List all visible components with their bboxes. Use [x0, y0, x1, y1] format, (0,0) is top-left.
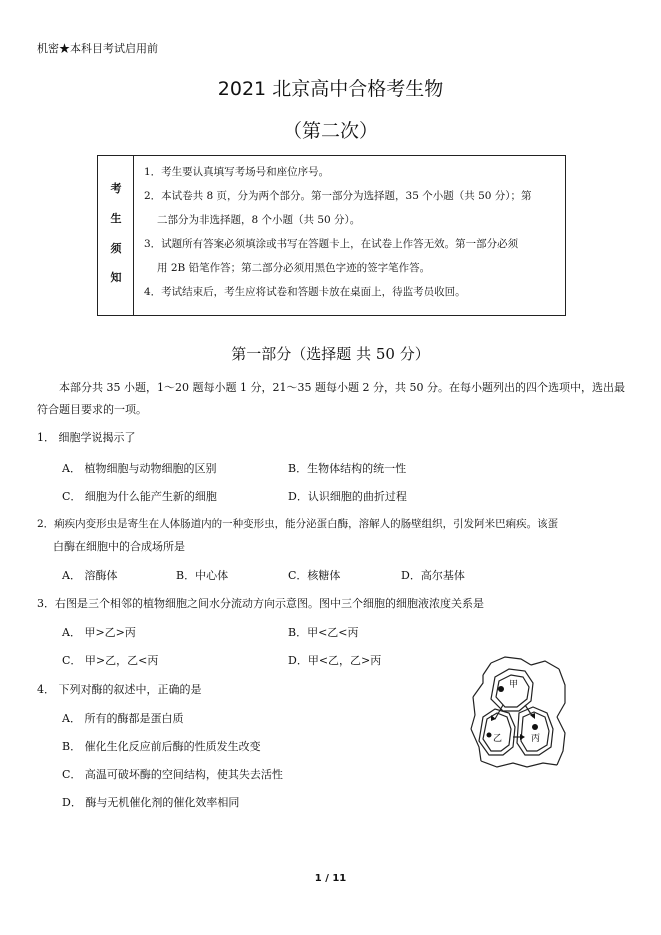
- notice-label-char: 考: [110, 182, 122, 195]
- exam-title: 2021 北京高中合格考生物: [217, 78, 444, 100]
- label-bing: 丙: [531, 734, 541, 744]
- cell-wall: [471, 729, 481, 761]
- arrowhead: [520, 734, 525, 740]
- notice-label-char: 须: [110, 242, 122, 255]
- notice-item: 2．本试卷共 8 页，分为两个部分。第一部分为选择题，35 个小题（共 50 分）；第: [144, 190, 532, 202]
- question-stem: 1． 细胞学说揭示了: [37, 431, 136, 444]
- plant-cell-diagram: [469, 655, 569, 770]
- option-c: C．核糖体: [288, 569, 341, 582]
- option-c: C． 细胞为什么能产生新的细胞: [62, 490, 217, 503]
- cell-wall: [483, 663, 491, 675]
- part1-heading: 第一部分（选择题 共 50 分）: [231, 345, 430, 363]
- option-b: B．甲<乙<丙: [288, 626, 359, 639]
- question-stem: 2．痢疾内变形虫是寄生在人体肠道内的一种变形虫，能分泌蛋白酶，溶解人的肠壁组织，引发阿米巴痢疾。该蛋: [37, 518, 559, 530]
- question-stem: 4． 下列对酶的叙述中，正确的是: [37, 683, 202, 696]
- cell-wall: [557, 669, 565, 717]
- page-number: 1 / 11: [314, 873, 347, 884]
- question-stem-continued: 白酶在细胞中的合成场所是: [53, 540, 185, 553]
- candidate-notice-box: [97, 155, 566, 316]
- option-a: A． 溶酶体: [62, 569, 118, 582]
- label-jia: 甲: [509, 680, 519, 690]
- option-d: D．认识细胞的曲折过程: [288, 490, 407, 503]
- option-d: D．甲<乙，乙>丙: [288, 654, 382, 667]
- notice-item-continued: 用 2B 铅笔作答；第二部分必须用黑色字迹的签字笔作答。: [157, 262, 431, 274]
- option-c: C． 甲>乙，乙<丙: [62, 654, 159, 667]
- option-d: D． 酶与无机催化剂的催化效率相同: [62, 796, 240, 809]
- nucleus: [498, 686, 504, 692]
- cell-yi-membrane: [483, 713, 511, 751]
- notice-item: 3．试题所有答案必须填涂或书写在答题卡上，在试卷上作答无效。第一部分必须: [144, 238, 519, 250]
- notice-item: 1．考生要认真填写考场号和座位序号。: [144, 166, 330, 178]
- option-b: B．生物体结构的统一性: [288, 462, 407, 475]
- option-b: B． 催化生化反应前后酶的性质发生改变: [62, 740, 261, 753]
- notice-label-char: 知: [110, 271, 122, 284]
- cell-wall: [481, 761, 557, 767]
- notice-label: [98, 156, 134, 315]
- cell-wall: [473, 675, 483, 697]
- exam-subtitle: （第二次）: [282, 120, 378, 142]
- question-stem: 3．右图是三个相邻的植物细胞之间水分流动方向示意图。图中三个细胞的细胞液浓度关系是: [37, 597, 484, 610]
- notice-list: [144, 160, 557, 304]
- notice-label-char: 生: [110, 212, 122, 225]
- confidential-note: 机密★本科目考试启用前: [37, 42, 158, 55]
- part1-intro: 本部分共 35 小题，1～20 题每小题 1 分，21～35 题每小题 2 分，共 50 分。在每小题列出的四个选项中，选出最符合题目要求的一项。: [37, 381, 625, 416]
- option-a: A． 所有的酶都是蛋白质: [62, 712, 184, 725]
- cell-wall: [557, 717, 565, 765]
- cell-wall: [531, 661, 559, 669]
- option-b: B．中心体: [176, 569, 229, 582]
- notice-item-continued: 二部分为非选择题，8 个小题（共 50 分）。: [157, 214, 361, 226]
- option-a: A． 甲>乙>丙: [62, 626, 136, 639]
- label-yi: 乙: [493, 734, 503, 744]
- option-a: A． 植物细胞与动物细胞的区别: [62, 462, 217, 475]
- option-d: D．高尔基体: [401, 569, 465, 582]
- notice-item: 4．考试结束后，考生应将试卷和答题卡放在桌面上，待监考员收回。: [144, 286, 466, 298]
- cell-wall: [471, 697, 475, 729]
- nucleus: [487, 733, 492, 738]
- cell-wall: [491, 657, 531, 665]
- option-c: C． 高温可破坏酶的空间结构，使其失去活性: [62, 768, 283, 781]
- nucleus: [532, 724, 538, 730]
